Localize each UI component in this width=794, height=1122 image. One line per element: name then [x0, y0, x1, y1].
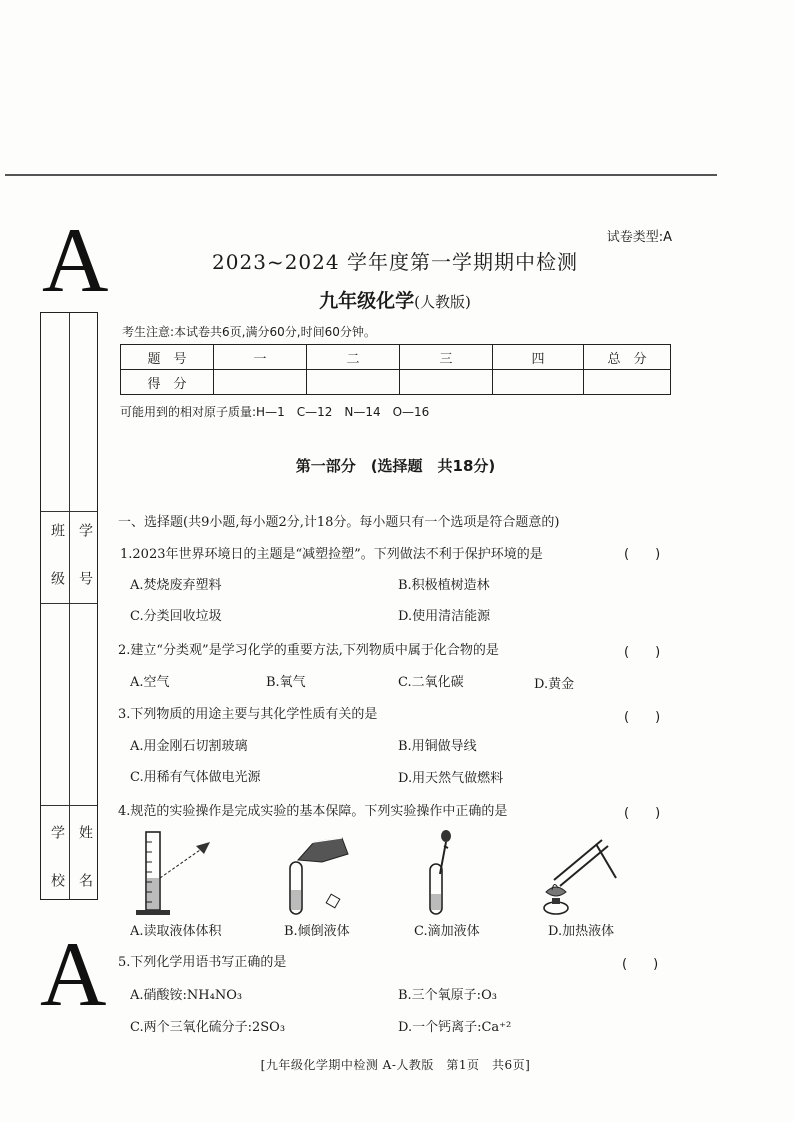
score-header-cell: 总 分: [584, 345, 671, 370]
subject-title: [120, 286, 670, 313]
option-c: C.分类回收垃圾: [130, 609, 222, 624]
option-c: C.用稀有气体做电光源: [130, 770, 261, 785]
exam-title: 2023~2024 学年度第一学期期中检测: [212, 250, 578, 274]
option-d: D.一个钙离子:Ca⁺²: [398, 1020, 512, 1035]
score-header-cell: 一: [214, 345, 307, 370]
part-title: 第一部分 (选择题 共18分): [295, 457, 496, 475]
option-b: B.三个氧原子:O₃: [398, 988, 497, 1003]
question-2-stem: 2.建立“分类观”是学习化学的重要方法,下列物质中属于化合物的是: [118, 643, 499, 658]
option-c: C.两个三氧化硫分子:2SO₃: [130, 1020, 286, 1035]
option-b-caption: B.倾倒液体: [284, 924, 350, 939]
score-input-cell[interactable]: [307, 370, 400, 395]
binding-info-box: [40, 312, 98, 900]
option-d: D.黄金: [534, 677, 575, 692]
option-c-caption: C.滴加液体: [414, 924, 480, 939]
answer-blank[interactable]: ( ): [624, 645, 661, 660]
student-number-label: 学 号: [77, 523, 93, 595]
option-a-caption: A.读取液体体积: [130, 924, 222, 939]
question-5-stem: 5.下列化学用语书写正确的是: [118, 955, 287, 970]
heating-liquid-figure: [532, 830, 632, 920]
option-b: B.积极植树造林: [398, 578, 490, 593]
option-d-caption: D.加热液体: [548, 924, 615, 939]
score-table: [120, 344, 671, 395]
option-d: D.用天然气做燃料: [398, 771, 504, 786]
question-1-stem: 1.2023年世界环境日的主题是“减塑捡塑”。下列做法不利于保护环境的是: [120, 547, 543, 562]
paper-type-letter-top: A: [42, 209, 109, 311]
score-input-cell[interactable]: [493, 370, 584, 395]
score-row-label: 得 分: [121, 370, 214, 395]
question-3-stem: 3.下列物质的用途主要与其化学性质有关的是: [118, 707, 378, 722]
exam-notice: 考生注意:本试卷共6页,满分60分,时间60分钟。: [122, 325, 376, 339]
class-label: 班 级: [49, 523, 65, 595]
answer-blank[interactable]: ( ): [622, 957, 659, 972]
option-a: A.用金刚石切割玻璃: [130, 739, 248, 754]
paper-type-letter-bottom: A: [40, 923, 107, 1025]
score-header-cell: 题 号: [121, 345, 214, 370]
edition-label: (人教版): [414, 293, 471, 311]
dropper-figure: [424, 830, 474, 918]
measuring-cylinder-figure: [126, 828, 216, 918]
page-footer: [九年级化学期中检测 A-人教版 第1页 共6页]: [260, 1058, 531, 1072]
page-edge-line: [5, 174, 717, 176]
school-label: 学 校: [49, 825, 65, 897]
atomic-masses: 可能用到的相对原子质量:H—1 C—12 N—14 O—16: [120, 405, 430, 419]
score-input-cell[interactable]: [400, 370, 493, 395]
score-header-cell: 四: [493, 345, 584, 370]
pouring-liquid-figure: [284, 832, 364, 918]
score-header-cell: 二: [307, 345, 400, 370]
paper-type: 试卷类型:A: [606, 230, 672, 245]
option-a: A.空气: [130, 675, 170, 690]
option-b: B.用铜做导线: [398, 739, 477, 754]
option-b: B.氧气: [266, 675, 306, 690]
option-d: D.使用清洁能源: [398, 609, 491, 624]
subject-name: 九年级化学: [319, 290, 415, 312]
option-c: C.二氧化碳: [398, 675, 464, 690]
answer-blank[interactable]: ( ): [624, 710, 661, 725]
score-header-cell: 三: [400, 345, 493, 370]
score-input-cell[interactable]: [584, 370, 671, 395]
option-a: A.硝酸铵:NH₄NO₃: [130, 988, 243, 1003]
option-a: A.焚烧废弃塑料: [130, 578, 222, 593]
name-label: 姓 名: [77, 825, 93, 897]
answer-blank[interactable]: ( ): [624, 806, 661, 821]
section-title: 一、选择题(共9小题,每小题2分,计18分。每小题只有一个选项是符合题意的): [118, 515, 560, 530]
answer-blank[interactable]: ( ): [624, 547, 661, 562]
question-4-stem: 4.规范的实验操作是完成实验的基本保障。下列实验操作中正确的是: [118, 804, 508, 819]
score-input-cell[interactable]: [214, 370, 307, 395]
